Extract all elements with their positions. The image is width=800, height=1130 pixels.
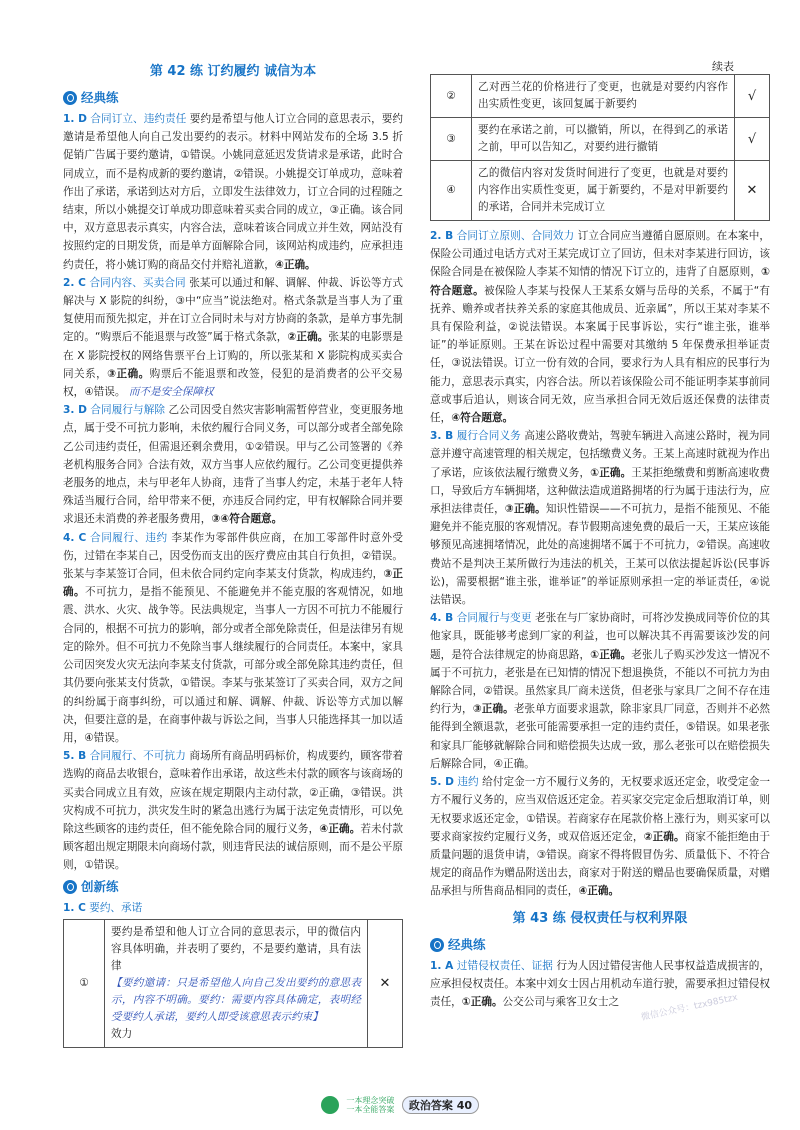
classic-practice-heading (430, 935, 770, 955)
answer-text: 张某可以通过和解、调解、仲裁、诉讼等方式解决与 X 影院的纠纷，③中“应当”说法绝对。格式条款是当事人为了重复使用而预先拟定，并在订立合同时未与对方协商的条款，是单方事先制定的。“购票后不能退票与改签”属于格式条款， (63, 276, 404, 344)
answer-number: 1. C (63, 901, 86, 914)
answer-conclusion: ④正确。 (274, 258, 316, 271)
brand-text (346, 1096, 394, 1114)
answer-text: 商家不能拒绝由于质量问题的退货申请，③错误。商家不得将假冒伪劣、质量低下、不符合规定的商品作为赠品附送出去，商家对于附送的赠品也要确保质量，对赠品承担与所售商品相同的责任， (430, 830, 770, 898)
answer-conclusion: ①符合题意。 (430, 266, 770, 297)
table-row (431, 75, 770, 118)
answer-number: 2. C (63, 276, 86, 289)
analysis-table-continued (430, 74, 770, 221)
answer-text: 高速公路收费站，驾驶车辆进入高速公路时，视为同意并遵守高速管理的相关规定，包括缴费义务。王某上高速时就视为作出了承诺，应该依法履行缴费义务， (430, 430, 771, 479)
option-analysis: 要约在承诺之前，可以撤销，所以，在得到乙的承诺之前，甲可以告知乙，对要约进行撤销 (472, 118, 735, 161)
left-column (63, 62, 403, 1054)
answer-text: 知识性错误——不可抗力，是指不能预见、不能避免并不能克服的客观情况。春节假期高速免费的最后一天，王某应该能够预见高速拥堵情况，此处的高速拥堵不属于不可抗力，②错误。高速收费站不是判决王某所做行为违法的机关，王某可以依法提起诉讼(民事诉讼)，需要根据“谁主张，谁举证”的举证原则承担一定的举证责任，④说法错误。 (430, 503, 770, 607)
answer-conclusion: ①正确。 (461, 995, 503, 1008)
answer-keyword: 合同内容、买卖合同 (89, 276, 186, 289)
answer-number: 5. D (430, 776, 454, 789)
answer-number: 3. B (430, 430, 454, 443)
classic-practice-label: 经典练 (81, 90, 119, 105)
answer-text: 要约是希望与他人订立合同的意思表示，要约邀请是希望他人向自己发出要约的表示。材料中网站发布的全场 3.5 折促销广告属于要约邀请，①错误。小姚同意延迟发货请求是承诺，此时合同成立，而不是构成新的要约邀请，②错误。小姚提交订单成功，意味着作出了承诺，承诺到达对方后，立即发生法律效力，订立合同的过程随之结束，所以小姚提交订单成功即意味着买卖合同的成立，③正确。该合同中，双方意思表示真实，内容合法，意味着该合同成立并生效，网站没有按照约定的日期发货，而是单方面解除合同，该网站构成违约，应承担违约责任，将小姚订购的商品交付并赔礼道歉， (63, 113, 403, 271)
analysis-text: 效力 (111, 1027, 133, 1040)
analysis-text: 要约是希望和他人订立合同的意思表示，甲的微信内容具体明确，并表明了要约，不是要约邀请，具有法律 (111, 925, 361, 972)
answer-item (430, 427, 770, 609)
right-column (430, 62, 770, 1011)
answer-conclusion: ③正确。 (472, 703, 514, 716)
answer-keyword: 合同订立原则、合同效力 (456, 230, 575, 242)
answer-text: 公交公司与乘客卫女士之 (502, 995, 620, 1008)
brand-logo-icon (321, 1096, 339, 1114)
table-row (431, 118, 770, 161)
answer-item (430, 609, 770, 773)
answer-keyword: 合同履行与解除 (90, 404, 166, 417)
handwritten-note: 而不是安全保障权 (128, 386, 214, 399)
continued-label: 续表 (712, 60, 734, 73)
answer-item (63, 401, 403, 528)
answer-keyword: 合同履行与变更 (456, 612, 532, 625)
table-row (431, 161, 770, 221)
answer-text: 订立合同应当遵循自愿原则。在本案中，保险公司通过电话方式对王某完成订立了回访，但未对李某进行回访，该保险合同是在被保险人李某不知情的情况下订立的，违背了自愿原则， (430, 230, 771, 279)
option-number: ② (431, 75, 472, 118)
option-number: ④ (431, 161, 472, 221)
answer-item (430, 773, 770, 900)
magnifier-icon (430, 938, 444, 952)
answer-text: 给付定金一方不履行义务的，无权要求返还定金，收受定金一方不履行义务的，应当双倍返还定金。若买家交完定金后想取消订单，则无权要求返还定金，①错误。若商家存在尾款价格上涨行为，则买家可以要求商家按约定履行义务，或双倍返还定金， (430, 776, 770, 843)
answer-text: 购票后不能退票和改签，侵犯的是消费者的公平交易权，④错误。 (63, 367, 403, 399)
answer-item (63, 747, 403, 874)
magnifier-icon (63, 91, 77, 105)
table-row (64, 919, 403, 1047)
answer-text: 老张在与厂家协商时，可将沙发换成同等价位的其他家具，既能够考虑到厂家的利益，也可以解决其不再需要该沙发的问题，是符合法律规定的协商思路， (430, 612, 771, 661)
classic-practice-heading (63, 88, 403, 108)
analysis-table (63, 919, 403, 1048)
answer-conclusion: ③说法错误。 (451, 357, 515, 370)
option-number: ① (64, 919, 105, 1047)
judgment-mark: ✕ (368, 919, 403, 1047)
option-analysis (105, 919, 368, 1047)
answer-conclusion: ④符合题意。 (451, 412, 514, 425)
answer-text: 王某拒绝缴费和剪断高速收费口，导致后方车辆拥堵，这种做法造成道路拥堵的行为属于违法行为，应承担法律责任， (430, 466, 770, 516)
answer-item (63, 274, 403, 401)
handwritten-note: 【要约邀请：只是希望他人向自己发出要约的意思表示，内容不明确。要约：需要内容具体确定，表明经受要约人承诺，要约人即受该意思表示约束】 (111, 976, 361, 1023)
answer-conclusion: ③正确。 (107, 367, 150, 380)
answer-text: 张某的电影票是在 X 影院授权的网络售票平台上订购的，所以张某和 X 影院构成买卖合同关系， (63, 331, 403, 380)
innovation-practice-label: 创新练 (81, 878, 119, 894)
watermark: 微信公众号：tzx985tzx (640, 992, 739, 1024)
answer-keyword: 违约 (457, 776, 479, 789)
answer-conclusion: ③正确。 (63, 568, 403, 599)
answer-keyword: 合同订立、违约责任 (90, 113, 187, 125)
answer-text: 订立一份有效的合同，要求行为人具有相应的民事行为能力，意思表示真实，内容合法。所以若该保险公司不能证明李某事前同意或事后追认，则该合同无效，应当承担合同无效后返还保费的法律责任， (430, 357, 771, 425)
answer-conclusion: ④正确。 (319, 822, 361, 835)
answer-number: 4. B (430, 612, 454, 625)
answer-text: 乙公司因受自然灾害影响需暂停营业，变更服务地点，属于受不可抗力影响，未依约履行合同义务，可以部分或者全部免除乙公司违约责任，但需退还剩余费用，①②错误。甲与乙公司签署的《养老机构服务合同》合法有效，双方当事人应依约履行。乙公司变更提供养老服务的地点，未与甲老年人协商，违背了当事人约定，未基于老年人特殊适当履行合同，给甲带来不便，亦违反合同约定，甲有权解除合同并要求退还未消费的养老服务费用， (63, 404, 403, 526)
answer-keyword: 合同履行、违约 (90, 531, 168, 544)
answer-keyword: 要约、承诺 (89, 901, 143, 914)
page-number-label: 政治答案 40 (402, 1096, 479, 1114)
judgment-mark: √ (735, 118, 770, 161)
answer-keyword: 过错侵权责任、证据 (456, 959, 553, 972)
answer-text: 不可抗力，是指不能预见、不能避免并不能克服的客观情况，如地震、洪水、火灾、战争等。民法典规定，当事人一方因不可抗力不能履行合同的，根据不可抗力的影响，部分或者全部免除责任，但是法律另有规定的除外。但不可抗力不免除当事人继续履行的合同责任。本案中，家具公司因突发火灾无法向李某支付货款，可部分或全部免除其违约责任，但其仍要向张某支付货款，①错误。李某与张某签订了买卖合同，双方之间的纠纷属于商事纠纷，可以通过和解、调解、仲裁、诉讼等方式加以解决，但要注意的是，在商事仲裁与诉讼之间，当事人只能选择其一加以适用，④错误。 (63, 586, 404, 744)
answer-item (430, 227, 770, 427)
section-42-title: 第 42 练 订约履约 诚信为本 (149, 64, 317, 79)
judgment-mark: √ (735, 75, 770, 118)
answer-keyword: 合同履行、不可抗力 (89, 750, 186, 763)
answer-text: 若未付款顾客超出规定期限未向商场付款，则违背民法的诚信原则，而不是公平原则，①错误。 (63, 822, 404, 872)
brand-line: 一本全能答案 (346, 1105, 395, 1114)
answer-conclusion: ②正确。 (643, 830, 685, 843)
page-footer (0, 1096, 800, 1114)
judgment-mark: ✕ (735, 161, 770, 221)
option-number: ③ (431, 118, 472, 161)
answer-conclusion: ①正确。 (590, 466, 632, 479)
answer-item (63, 529, 403, 747)
answer-item (63, 110, 403, 274)
answer-conclusion: ②正确。 (287, 331, 329, 344)
section-43-title: 第 43 练 侵权责任与权利界限 (512, 910, 688, 926)
option-analysis: 乙的微信内容对发货时间进行了变更，也就是对要约内容作出实质性变更，属于新要约，不是对甲新要约的承诺，合同并未完成订立 (472, 161, 735, 221)
answer-text: 行为人因过错侵害他人民事权益造成损害的，应承担侵权责任。本案中刘女士因占用机动车道行驶，需要承担过错侵权责任， (430, 959, 771, 1008)
answer-number: 4. C (63, 531, 87, 544)
answer-number: 2. B (430, 230, 454, 242)
answer-number: 1. D (63, 113, 87, 125)
answer-text: 老张单方面要求退款，除非家具厂同意，否则并不必然能得到全额退款，老张可能需要承担一定的违约责任，⑤错误。如果老张和家具厂能够就解除合同和赔偿损失达成一致，那么老张可以在赔偿损失后解除合同，④正确。 (430, 703, 770, 770)
classic-practice-label: 经典练 (448, 936, 486, 952)
answer-conclusion: ④正确。 (578, 885, 620, 898)
answer-conclusion: ③正确。 (504, 503, 546, 516)
answer-conclusion: ③④符合题意。 (211, 513, 283, 526)
answer-number: 3. D (63, 404, 87, 417)
answer-conclusion: ①正确。 (590, 648, 632, 661)
answer-keyword: 履行合同义务 (456, 430, 521, 443)
answer-text: 被保险人李某与投保人王某系女婿与岳母的关系，不属于“有抚养、赡养或者扶养关系的家庭其他成员、近亲属”，所以王某对李某不具有保险利益，②说法错误。本案属于民事诉讼，实行“谁主张，谁举证”的举证原则。王某在诉讼过程中需要对其缴纳 5 年保费承担举证责任， (430, 284, 770, 370)
answer-text: 李某作为零部件供应商，在加工零部件时意外受伤，过错在李某自己，因受伤而支出的医疗费应由其自行负担，②错误。张某与李某签订合同，但未依合同约定向李某支付货款，构成违约， (63, 531, 404, 581)
brand-line: 一本理念突破 (346, 1096, 395, 1105)
option-analysis: 乙对西兰花的价格进行了变更，也就是对要约内容作出实质性变更，该回复属于新要约 (472, 75, 735, 118)
answer-text: 商场所有商品明码标价，构成要约，顾客带着选购的商品去收银台，意味着作出承诺，故这些未付款的顾客与该商场的买卖合同成立且有效，应该在规定期限内主动付款，②正确，③错误。洪灾构成不可抗力，洪灾发生时的紧急出逃行为属于法定免责情形，可以免除这些顾客的违约责任，但不能免除合同的履行义务， (63, 750, 404, 835)
answer-number: 1. A (430, 959, 454, 972)
answer-number: 5. B (63, 750, 87, 763)
innovation-practice-heading (63, 877, 403, 897)
answer-text: 老张儿子购买沙发这一情况不属于不可抗力，老张是在已知情的情况下想退换货，不能以不可抗力为由解除合同，②错误。虽然家具厂商未送货，但老张与家具厂之间不存在违约行为， (430, 648, 770, 716)
lightbulb-icon (63, 880, 77, 894)
answer-item (63, 899, 403, 917)
